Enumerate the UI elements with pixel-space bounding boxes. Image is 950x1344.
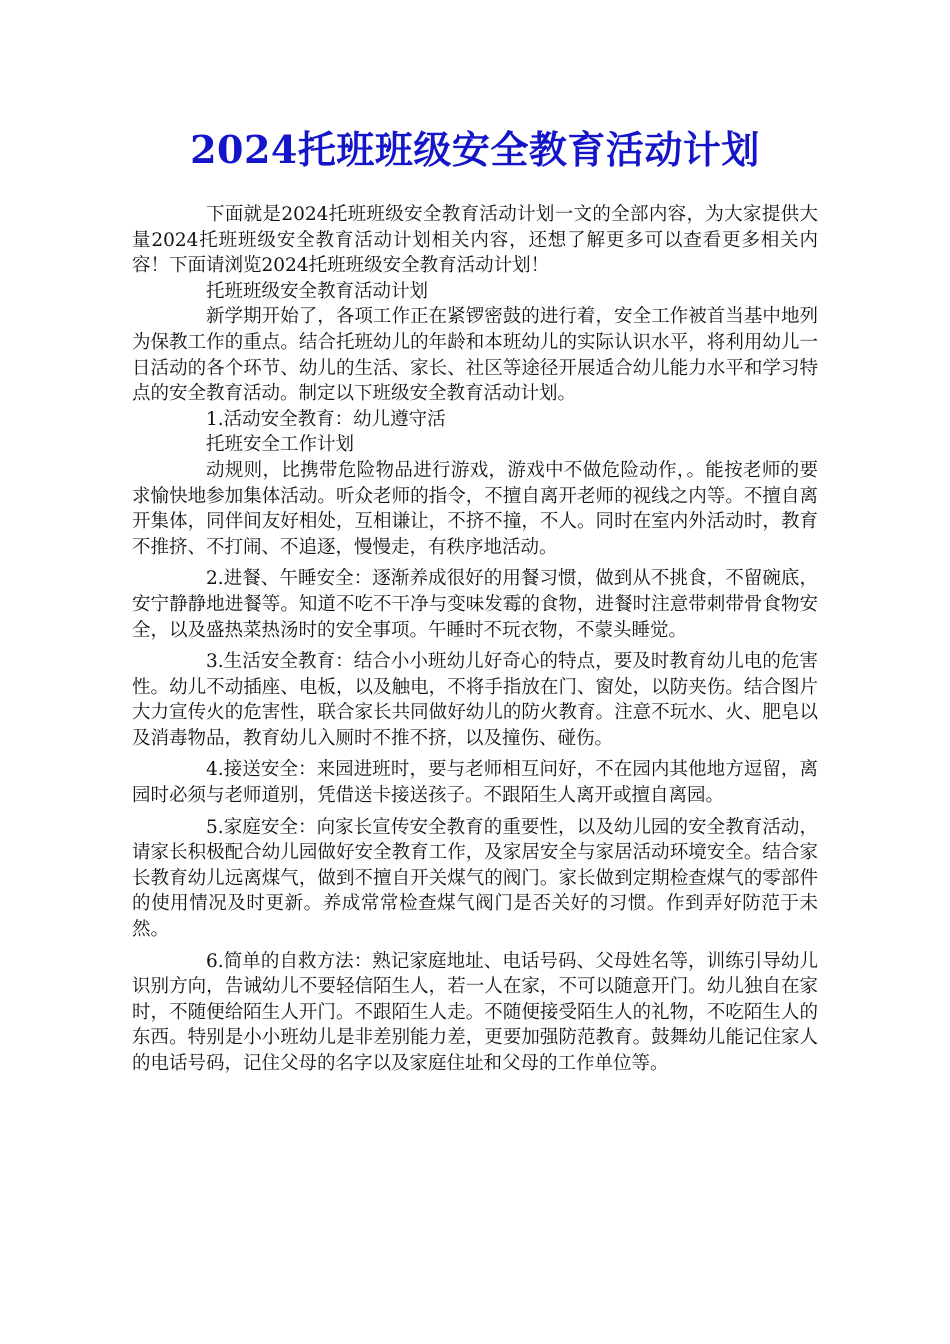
document-page [132,120,818,1077]
paragraph-item-6: 6.简单的自救方法：熟记家庭地址、电话号码、父母姓名等，训练引导幼儿识别方向，告诫幼儿不要轻信陌生人，若一人在家，不可以随意开门。幼儿独自在家时，不随便给陌生人开门。不跟陌生人走。不随便接受陌生人的礼物，不吃陌生人的东西。特别是小小班幼儿是非差别能力差，更要加强防范教育。鼓舞幼儿能记住家人的电话号码，记住父母的名字以及家庭住址和父母的工作单位等。 [132,950,818,1074]
paragraph-item-5: 5.家庭安全：向家长宣传安全教育的重要性，以及幼儿园的安全教育活动，请家长积极配合幼儿园做好安全教育工作，及家居安全与家居活动环境安全。结合家长教育幼儿远离煤气，做到不擅自开关煤气的阀门。家长做到定期检查煤气的零部件的使用情况及时更新。养成常常检查煤气阀门是否关好的习惯。作到弄好防范于未然。 [132,816,818,941]
paragraph-plan-label: 托班安全工作计划 [206,434,355,456]
paragraph-overview: 新学期开始了，各项工作正在紧锣密鼓的进行着，安全工作被首当基中地列为保教工作的重点。结合托班幼儿的年龄和本班幼儿的实际认识水平，将利用幼儿一日活动的各个环节、幼儿的生活、家长、社区等途径开展适合幼儿能力水平和学习特点的安全教育活动。制定以下班级安全教育活动计划。 [132,306,818,405]
paragraph-item-3: 3.生活安全教育：结合小小班幼儿好奇心的特点，要及时教育幼儿电的危害性。幼儿不动插座、电板，以及触电，不将手指放在门、窗处，以防夹伤。结合图片大力宣传火的危害性，联合家长共同做好幼儿的防火教育。注意不玩水、火、肥皂以及消毒物品，教育幼儿入厕时不推不挤，以及撞伤、碰伤。 [132,651,818,749]
document-title: 2024托班班级安全教育活动计划 [190,127,760,172]
paragraph-item-4: 4.接送安全：来园进班时，要与老师相互问好，不在园内其他地方逗留，离园时必须与老师道别，凭借送卡接送孩子。不跟陌生人离开或擅自离园。 [132,759,818,807]
paragraph-item-1-heading: 1.活动安全教育：幼儿遵守活 [206,408,446,430]
paragraph-item-1-body: 动规则，比携带危险物品进行游戏，游戏中不做危险动作，。能按老师的要求愉快地参加集体活动。听众老师的指令，不擅自离开老师的视线之内等。不擅自离开集体，同伴间友好相处，互相谦让，不挤不撞，不人。同时在室内外活动时，教育不推挤、不打闹、不追逐，慢慢走，有秩序地活动。 [132,459,818,558]
paragraph-subtitle: 托班班级安全教育活动计划 [206,280,429,302]
paragraph-item-2: 2.进餐、午睡安全：逐渐养成很好的用餐习惯，做到从不挑食，不留碗底，安宁静静地进餐等。知道不吃不干净与变味发霉的食物，进餐时注意带刺带骨食物安全，以及盛热菜热汤时的安全事项。午睡时不玩衣物，不蒙头睡觉。 [132,568,818,641]
paragraph-intro: 下面就是2024托班班级安全教育活动计划一文的全部内容，为大家提供大量2024托班班级安全教育活动计划相关内容，还想了解更多可以查看更多相关内容！下面请浏览2024托班班级安全教育活动计划！ [132,204,818,277]
